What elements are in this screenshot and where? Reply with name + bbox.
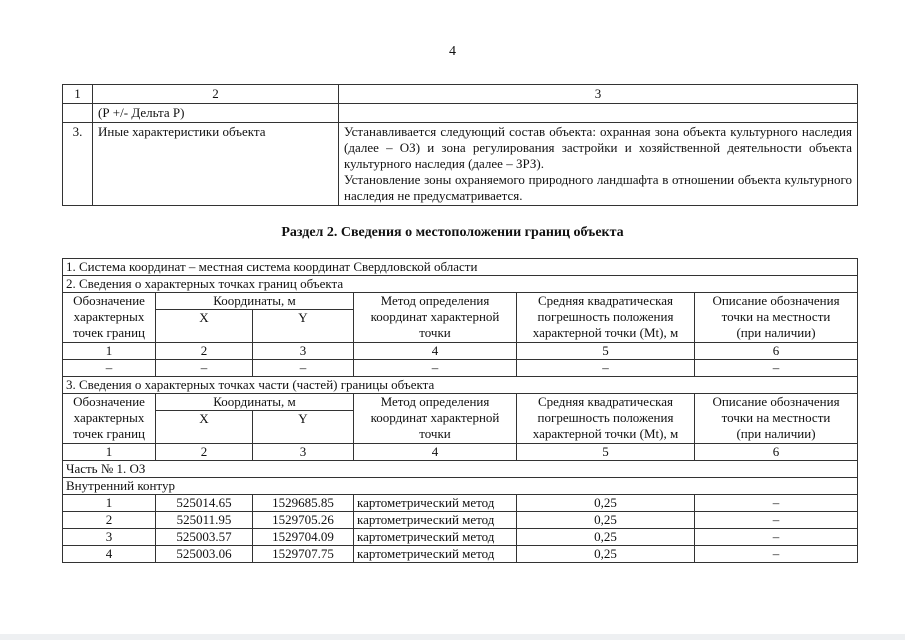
header-line: Средняя квадратическая bbox=[537, 394, 674, 409]
col-3-header: 3 bbox=[339, 85, 858, 104]
header-line: характерных bbox=[73, 309, 145, 324]
row-text-paragraph: Устанавливается следующий состав объекта: охранная зона объекта культурного наследия (далее – ОЗ) и зона регулирования застройки и хозяйственной деятельности объекта культурного наследия (далее – ЗРЗ). bbox=[344, 124, 852, 171]
cell-empty bbox=[339, 104, 858, 123]
point-number: 2 bbox=[63, 512, 156, 529]
column-number: 4 bbox=[354, 444, 517, 461]
description-header bbox=[695, 394, 858, 444]
point-number: 3 bbox=[63, 529, 156, 546]
column-number: 1 bbox=[63, 444, 156, 461]
point-x: 525003.57 bbox=[156, 529, 253, 546]
col-2-header: 2 bbox=[93, 85, 339, 104]
table-header-row bbox=[63, 394, 858, 411]
designation-header bbox=[63, 293, 156, 343]
coords-header: Координаты, м bbox=[156, 293, 354, 310]
header-line: (при наличии) bbox=[736, 325, 816, 340]
column-number: 6 bbox=[695, 343, 858, 360]
coords-header: Координаты, м bbox=[156, 394, 354, 411]
row-number: 3. bbox=[63, 123, 93, 206]
point-y: 1529707.75 bbox=[253, 546, 354, 563]
header-line: координат характерной bbox=[370, 410, 500, 425]
y-header: Y bbox=[253, 411, 354, 444]
header-line: точки на местности bbox=[721, 410, 831, 425]
table-row bbox=[63, 360, 858, 377]
table-row bbox=[63, 259, 858, 276]
point-y: 1529705.26 bbox=[253, 512, 354, 529]
page-number: 4 bbox=[449, 44, 456, 59]
boundary-points-table bbox=[62, 258, 858, 563]
header-line: Обозначение bbox=[73, 394, 145, 409]
header-line: характерных bbox=[73, 410, 145, 425]
section-2-label: 2. Сведения о характерных точках границ объекта bbox=[63, 276, 858, 293]
method-header bbox=[354, 293, 517, 343]
coordinate-system: 1. Система координат – местная система координат Свердловской области bbox=[63, 259, 858, 276]
column-number: 3 bbox=[253, 343, 354, 360]
description-header bbox=[695, 293, 858, 343]
error-header bbox=[517, 394, 695, 444]
point-description: – bbox=[695, 495, 858, 512]
error-header bbox=[517, 293, 695, 343]
header-line: характерной точки (Mt), м bbox=[532, 426, 679, 441]
header-line: координат характерной bbox=[370, 309, 500, 324]
point-number: 1 bbox=[63, 495, 156, 512]
dash-cell: – bbox=[517, 360, 695, 377]
contour-label: Внутренний контур bbox=[63, 478, 858, 495]
table-row bbox=[63, 123, 858, 206]
column-number: 5 bbox=[517, 343, 695, 360]
column-number: 5 bbox=[517, 444, 695, 461]
section-3-label: 3. Сведения о характерных точках части (частей) границы объекта bbox=[63, 377, 858, 394]
table-row bbox=[63, 478, 858, 495]
column-number-row bbox=[63, 343, 858, 360]
y-header: Y bbox=[253, 310, 354, 343]
section-heading: Раздел 2. Сведения о местоположении границ объекта bbox=[281, 225, 624, 240]
point-method: картометрический метод bbox=[354, 512, 517, 529]
delta-label: (Р +/- Дельта Р) bbox=[93, 104, 339, 123]
header-line: Средняя квадратическая bbox=[537, 293, 674, 308]
point-method: картометрический метод bbox=[354, 495, 517, 512]
method-header bbox=[354, 394, 517, 444]
header-line: Описание обозначения bbox=[712, 394, 840, 409]
point-description: – bbox=[695, 512, 858, 529]
column-number: 3 bbox=[253, 444, 354, 461]
row-label: Иные характеристики объекта bbox=[93, 123, 339, 206]
header-line: (при наличии) bbox=[736, 426, 816, 441]
table-header-row bbox=[63, 85, 858, 104]
column-number: 4 bbox=[354, 343, 517, 360]
column-number: 2 bbox=[156, 444, 253, 461]
header-line: точек границ bbox=[72, 426, 146, 441]
x-header: X bbox=[156, 310, 253, 343]
dash-cell: – bbox=[63, 360, 156, 377]
object-characteristics-table bbox=[62, 84, 858, 206]
point-mt: 0,25 bbox=[517, 512, 695, 529]
row-text-paragraph: Установление зоны охраняемого природного ландшафта в отношении объекта культурного наследия не предусматривается. bbox=[344, 172, 852, 203]
point-x: 525011.95 bbox=[156, 512, 253, 529]
header-line: Обозначение bbox=[73, 293, 145, 308]
column-number: 2 bbox=[156, 343, 253, 360]
column-number: 1 bbox=[63, 343, 156, 360]
table-row bbox=[63, 512, 858, 529]
dash-cell: – bbox=[156, 360, 253, 377]
dash-cell: – bbox=[253, 360, 354, 377]
header-line: Метод определения bbox=[380, 394, 490, 409]
table-row bbox=[63, 104, 858, 123]
point-y: 1529685.85 bbox=[253, 495, 354, 512]
column-number: 6 bbox=[695, 444, 858, 461]
point-description: – bbox=[695, 529, 858, 546]
point-method: картометрический метод bbox=[354, 546, 517, 563]
cell-empty bbox=[63, 104, 93, 123]
header-line: точки bbox=[419, 426, 451, 441]
point-x: 525003.06 bbox=[156, 546, 253, 563]
table-row bbox=[63, 546, 858, 563]
table-row bbox=[63, 495, 858, 512]
point-mt: 0,25 bbox=[517, 529, 695, 546]
point-y: 1529704.09 bbox=[253, 529, 354, 546]
table-row bbox=[63, 276, 858, 293]
header-line: точки на местности bbox=[721, 309, 831, 324]
point-mt: 0,25 bbox=[517, 495, 695, 512]
point-mt: 0,25 bbox=[517, 546, 695, 563]
part-label: Часть № 1. ОЗ bbox=[63, 461, 858, 478]
row-text bbox=[339, 123, 858, 206]
dash-cell: – bbox=[695, 360, 858, 377]
dash-cell: – bbox=[354, 360, 517, 377]
point-x: 525014.65 bbox=[156, 495, 253, 512]
table-row bbox=[63, 529, 858, 546]
point-method: картометрический метод bbox=[354, 529, 517, 546]
x-header: X bbox=[156, 411, 253, 444]
column-number-row bbox=[63, 444, 858, 461]
table-header-row bbox=[63, 293, 858, 310]
designation-header bbox=[63, 394, 156, 444]
col-1-header: 1 bbox=[63, 85, 93, 104]
header-line: характерной точки (Mt), м bbox=[532, 325, 679, 340]
page-bottom-edge bbox=[0, 634, 905, 640]
header-line: погрешность положения bbox=[537, 309, 674, 324]
header-line: Метод определения bbox=[380, 293, 490, 308]
header-line: погрешность положения bbox=[537, 410, 674, 425]
header-line: Описание обозначения bbox=[712, 293, 840, 308]
header-line: точки bbox=[419, 325, 451, 340]
point-number: 4 bbox=[63, 546, 156, 563]
table-row bbox=[63, 461, 858, 478]
point-description: – bbox=[695, 546, 858, 563]
table-row bbox=[63, 377, 858, 394]
header-line: точек границ bbox=[72, 325, 146, 340]
